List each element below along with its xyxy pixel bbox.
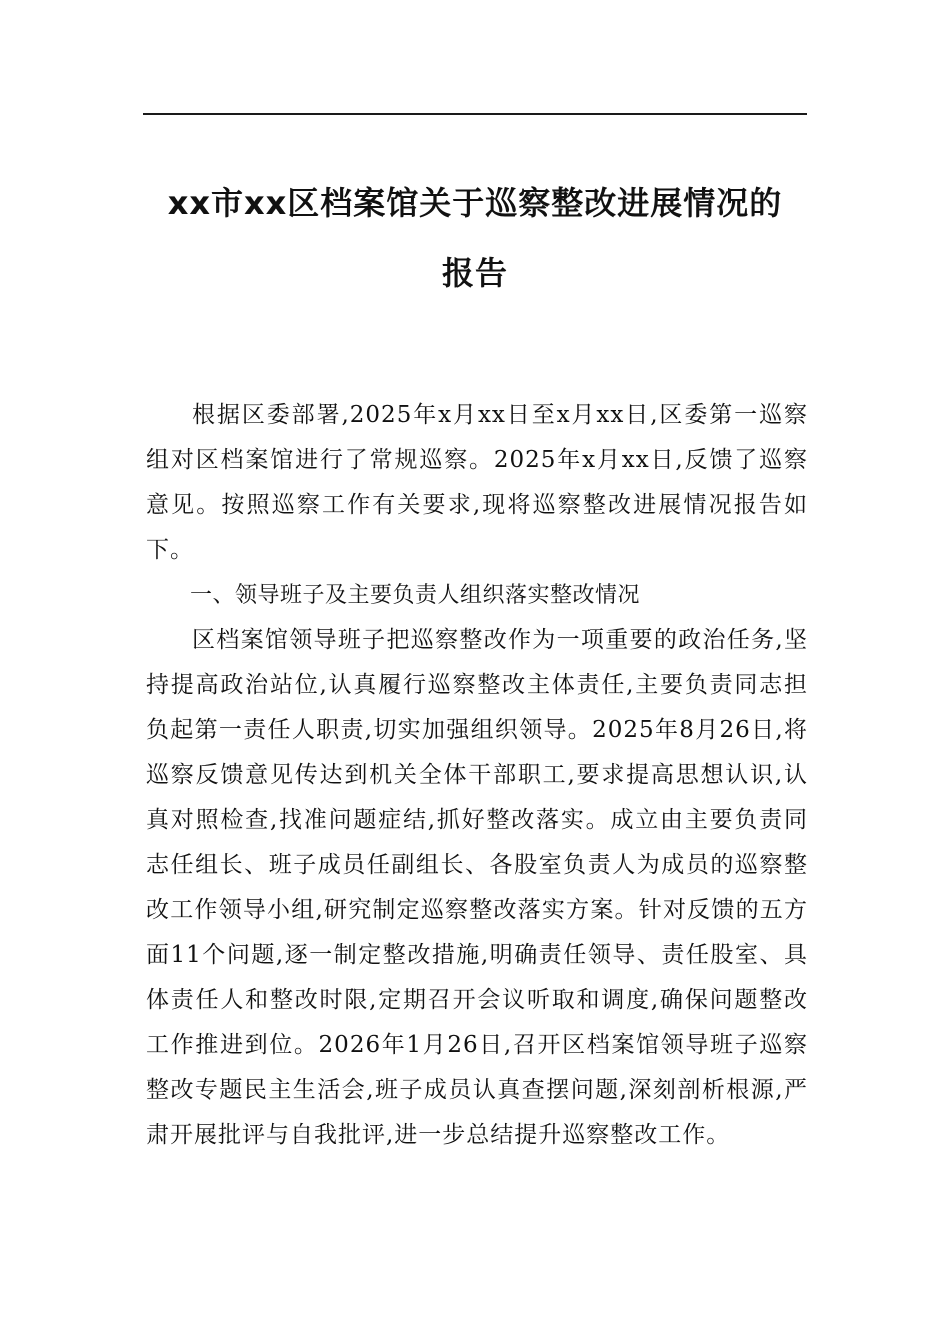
section-1-paragraph: 区档案馆领导班子把巡察整改作为一项重要的政治任务,坚持提高政治站位,认真履行巡察整改主体责任,主要负责同志担负起第一责任人职责,切实加强组织领导。2025年8月26日,将巡察反馈意见传达到机关全体干部职工,要求提高思想认识,认真对照检查,找准问题症结,抓好整改落实。成立由主要负责同志任组长、班子成员任副组长、各股室负责人为成员的巡察整改工作领导小组,研究制定巡察整改落实方案。针对反馈的五方面11个问题,逐一制定整改措施,明确责任领导、责任股室、具体责任人和整改时限,定期召开会议听取和调度,确保问题整改工作推进到位。2026年1月26日,召开区档案馆领导班子巡察整改专题民主生活会,班子成员认真查摆问题,深刻剖析根源,严肃开展批评与自我批评,进一步总结提升巡察整改工作。 [146, 627, 808, 1148]
header-rule [143, 113, 807, 115]
document-title [143, 168, 807, 308]
intro-paragraph: 根据区委部署,2025年x月xx日至x月xx日,区委第一巡察组对区档案馆进行了常规巡察。2025年x月xx日,反馈了巡察意见。按照巡察工作有关要求,现将巡察整改进展情况报告如下。 [146, 402, 808, 563]
document-body [146, 393, 808, 1158]
title-line-2: 报告 [441, 254, 508, 292]
title-line-1: xx市xx区档案馆关于巡察整改进展情况的 [167, 184, 783, 222]
section-1-heading: 一、领导班子及主要负责人组织落实整改情况 [190, 583, 641, 608]
